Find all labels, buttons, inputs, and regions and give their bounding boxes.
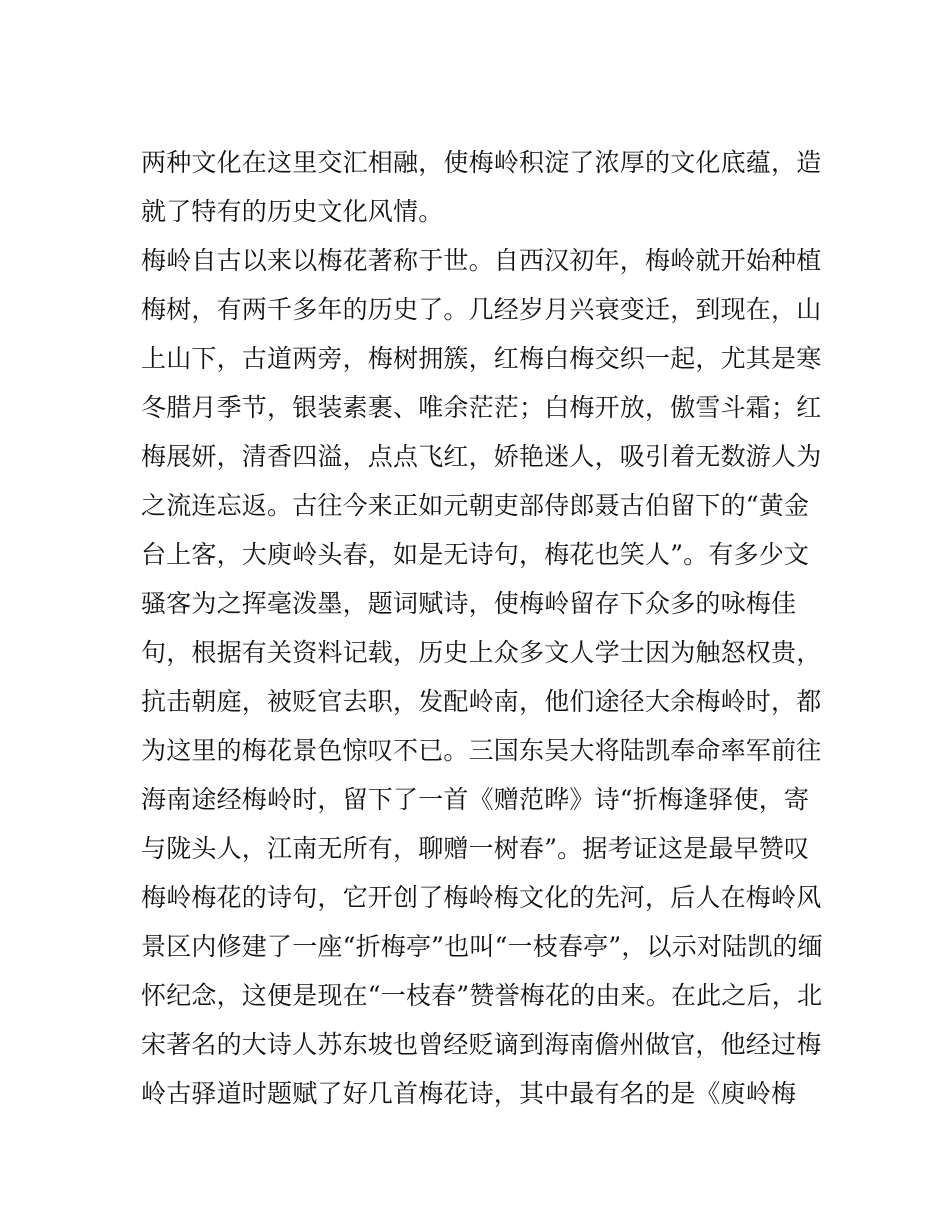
text-line: 句，根据有关资料记载，历史上众多文人学士因为触怒权贵， [141,638,822,667]
text-line: 骚客为之挥毫泼墨，题词赋诗，使梅岭留存下众多的咏梅佳 [141,589,797,618]
text-line: 台上客，大庾岭头春，如是无诗句，梅花也笑人”。有多少文 [141,540,810,569]
text-line: 两种文化在这里交汇相融，使梅岭积淀了浓厚的文化底蕴，造 [141,148,822,177]
text-line: 岭古驿道时题赋了好几首梅花诗，其中最有名的是《庾岭梅 [141,1079,797,1108]
text-line: 梅树，有两千多年的历史了。几经岁月兴衰变迁，到现在，山 [141,295,822,324]
text-line: 宋著名的大诗人苏东坡也曾经贬谪到海南儋州做官，他经过梅 [141,1030,822,1059]
text-line: 梅展妍，清香四溢，点点飞红，娇艳迷人，吸引着无数游人为 [141,442,822,471]
text-line: 之流连忘返。古往今来正如元朝吏部侍郎聂古伯留下的“黄金 [141,491,810,520]
text-line: 上山下，古道两旁，梅树拥簇，红梅白梅交织一起，尤其是寒 [141,344,822,373]
text-line: 抗击朝庭，被贬官去职，发配岭南，他们途径大余梅岭时，都 [141,687,822,716]
text-line: 冬腊月季节，银装素裹、唯余茫茫；白梅开放，傲雪斗霜；红 [141,393,822,422]
text-line: 梅岭自古以来以梅花著称于世。自西汉初年，梅岭就开始种植 [141,246,822,275]
text-line: 海南途经梅岭时，留下了一首《赠范晔》诗“折梅逢驿使，寄 [141,785,810,814]
text-line: 怀纪念，这便是现在“一枝春”赞誉梅花的由来。在此之后，北 [141,981,823,1010]
text-line: 梅岭梅花的诗句，它开创了梅岭梅文化的先河，后人在梅岭风 [141,883,822,912]
text-line: 景区内修建了一座“折梅亭”也叫“一枝春亭”，以示对陆凯的缅 [141,932,823,961]
body-text [141,138,823,1118]
text-line: 为这里的梅花景色惊叹不已。三国东吴大将陆凯奉命率军前往 [141,736,822,765]
text-line: 与陇头人，江南无所有，聊赠一树春”。据考证这是最早赞叹 [141,834,810,863]
text-line: 就了特有的历史文化风情。 [141,197,444,226]
